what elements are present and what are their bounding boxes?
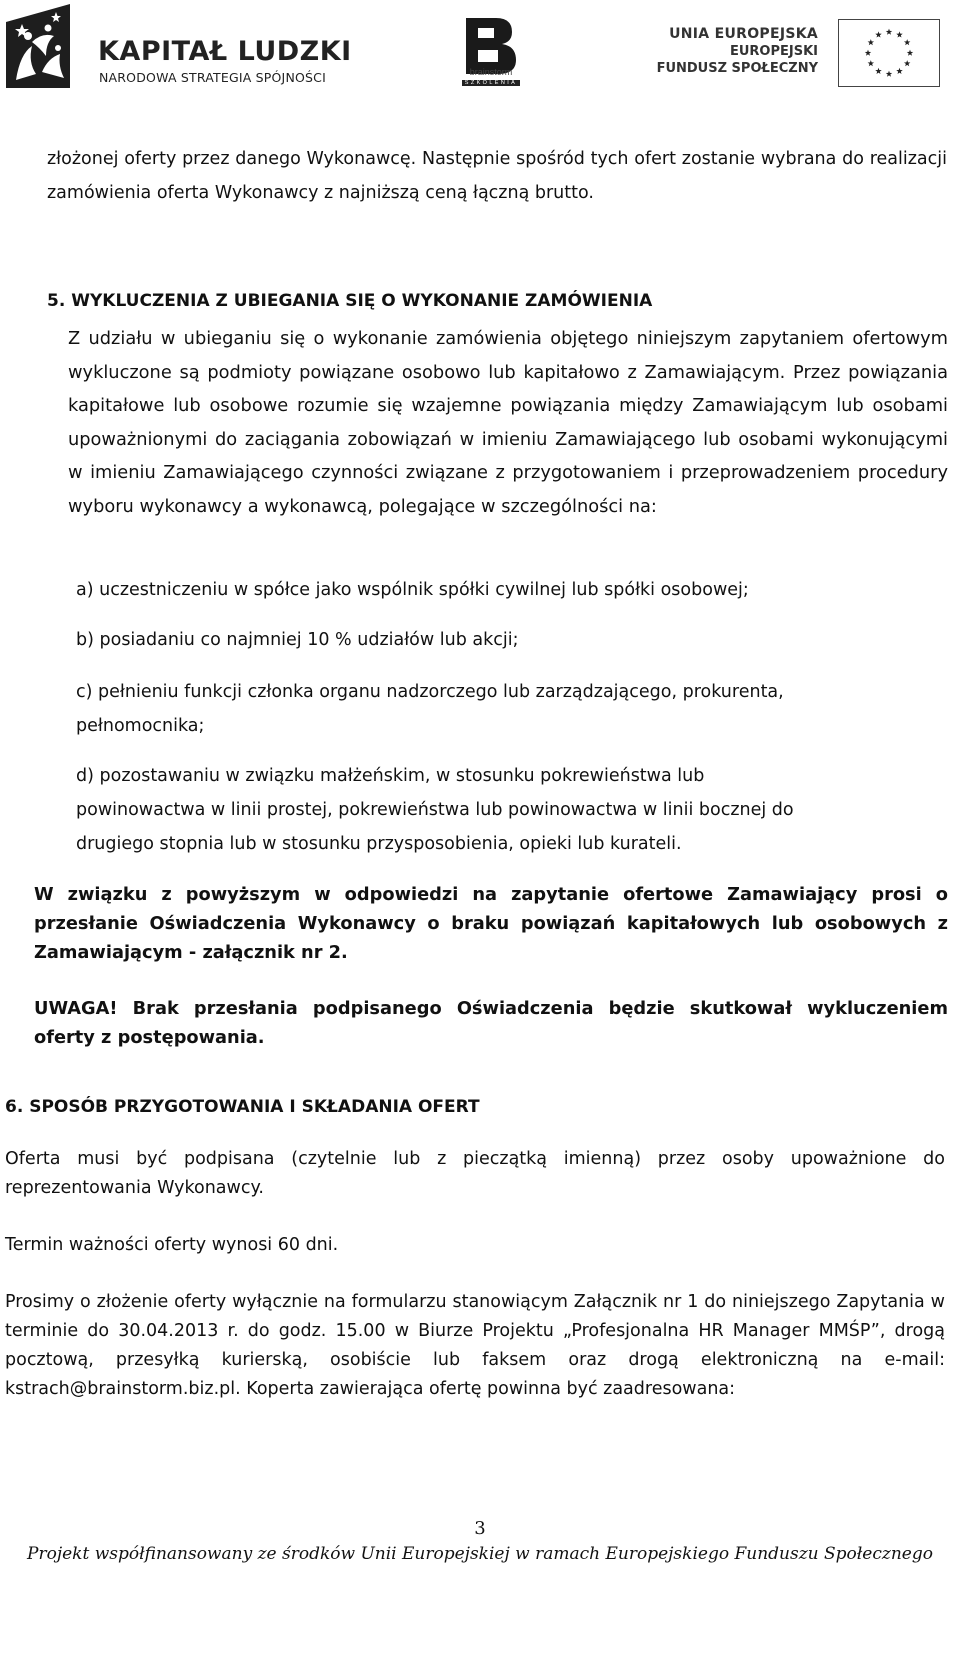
warning-paragraph: UWAGA! Brak przesłania podpisanego Oświadczenia będzie skutkował wykluczeniem oferty z postępowania. xyxy=(34,998,948,1048)
eu-line-2: EUROPEJSKI xyxy=(729,44,818,59)
list-item-d xyxy=(76,759,946,861)
eu-star-icon xyxy=(904,60,910,66)
brainstorm-logo xyxy=(462,16,520,88)
list-item-c-line-1: c) pełnieniu funkcji członka organu nadzorczego lub zarządzającego, prokurenta, xyxy=(76,682,784,702)
list-item-a: a) uczestniczeniu w spółce jako wspólnik spółki cywilnej lub spółki osobowej; xyxy=(76,580,749,600)
eu-star-icon xyxy=(886,71,892,77)
section-5-title: 5. WYKLUCZENIA Z UBIEGANIA SIĘ O WYKONANIE ZAMÓWIENIA xyxy=(47,291,653,311)
funding-footer: Projekt współfinansowany ze środków Unii Europejskiej w ramach Europejskiego Funduszu Społecznego xyxy=(27,1544,933,1564)
list-item-d-line-2: powinowactwa w linii prostej, pokrewieństwa lub powinowactwa w linii bocznej do xyxy=(76,800,794,820)
offer-signature-paragraph: Oferta musi być podpisana (czytelnie lub z pieczątką imienną) przez osoby upoważnione do reprezentowania Wykonawcy. xyxy=(5,1149,945,1198)
eu-star-icon xyxy=(896,68,902,74)
eu-star-icon xyxy=(865,50,871,56)
eu-text-block xyxy=(648,26,818,77)
kapital-ludzki-subtitle: NARODOWA STRATEGIA SPÓJNOŚCI xyxy=(99,70,326,85)
section-6-title: 6. SPOSÓB PRZYGOTOWANIA I SKŁADANIA OFERT xyxy=(5,1097,480,1117)
eu-line-3: FUNDUSZ SPOŁECZNY xyxy=(656,61,818,76)
list-item-d-line-1: d) pozostawaniu w związku małżeńskim, w stosunku pokrewieństwa lub xyxy=(76,766,705,786)
offer-submission-paragraph: Prosimy o złożenie oferty wyłącznie na formularzu stanowiącym Załącznik nr 1 do niniejszego Zapytania w terminie do 30.04.2013 r. do godz. 15.00 w Biurze Projektu „Profesjonalna HR Manager MMŚP”, drogą pocztową, przesyłką kurierską, osobiście lub faksem oraz drogą elektroniczną na e-mail: kstrach@brainstorm.biz.pl. Koperta zawierająca ofertę powinna być zaadresowana: xyxy=(5,1292,945,1399)
offer-validity-paragraph: Termin ważności oferty wynosi 60 dni. xyxy=(5,1235,339,1255)
list-item-c xyxy=(76,675,946,743)
request-declaration-paragraph: W związku z powyższym w odpowiedzi na zapytanie ofertowe Zamawiający prosi o przesłanie Oświadczenia Wykonawcy o braku powiązań kapitałowych lub osobowych z Zamawiającym - załącznik nr 2. xyxy=(34,884,948,963)
eu-star-icon xyxy=(875,68,881,74)
eu-star-icon xyxy=(904,39,910,45)
eu-star-icon xyxy=(875,31,881,37)
continuation-paragraph: złożonej oferty przez danego Wykonawcę. Następnie spośród tych ofert zostanie wybrana do realizacji zamówienia oferta Wykonawcy z najniższą ceną łączną brutto. xyxy=(47,149,947,203)
eu-star-icon xyxy=(868,39,874,45)
kapital-ludzki-emblem-icon xyxy=(2,2,74,90)
eu-stars-icon xyxy=(839,20,939,86)
eu-line-1: UNIA EUROPEJSKA xyxy=(669,26,818,42)
page-header xyxy=(0,0,960,100)
section-5-intro: Z udziału w ubieganiu się o wykonanie zamówienia objętego niniejszym zapytaniem ofertowym wykluczone są podmioty powiązane osobowo lub kapitałowo z Zamawiającym. Przez powiązania kapitałowe lub osobowe rozumie się wzajemne powiązania między Zamawiającym lub osobami upoważnionymi do zaciągania zobowiązań w imieniu Zamawiającego lub osobami wykonującymi w imieniu Zamawiającego czynności związane z przygotowaniem i przeprowadzeniem procedury wyboru wykonawcy a wykonawcą, polegające w szczególności na: xyxy=(68,328,948,517)
eu-star-icon xyxy=(886,29,892,35)
page-number: 3 xyxy=(474,1518,486,1539)
brainstorm-name: brainstorm xyxy=(469,67,513,77)
list-item-b: b) posiadaniu co najmniej 10 % udziałów lub akcji; xyxy=(76,630,519,650)
eu-star-icon xyxy=(907,50,913,56)
eu-star-icon xyxy=(896,31,902,37)
eu-flag xyxy=(838,19,940,87)
kapital-ludzki-logo xyxy=(2,2,352,90)
brainstorm-b-icon xyxy=(462,16,520,74)
list-item-c-line-2: pełnomocnika; xyxy=(76,716,205,736)
list-item-d-line-3: drugiego stopnia lub w stosunku przysposobienia, opieki lub kurateli. xyxy=(76,834,682,854)
eu-star-icon xyxy=(868,60,874,66)
brainstorm-subtitle: SZKOLENIA xyxy=(462,80,520,86)
kapital-ludzki-title: KAPITAŁ LUDZKI xyxy=(98,36,352,67)
